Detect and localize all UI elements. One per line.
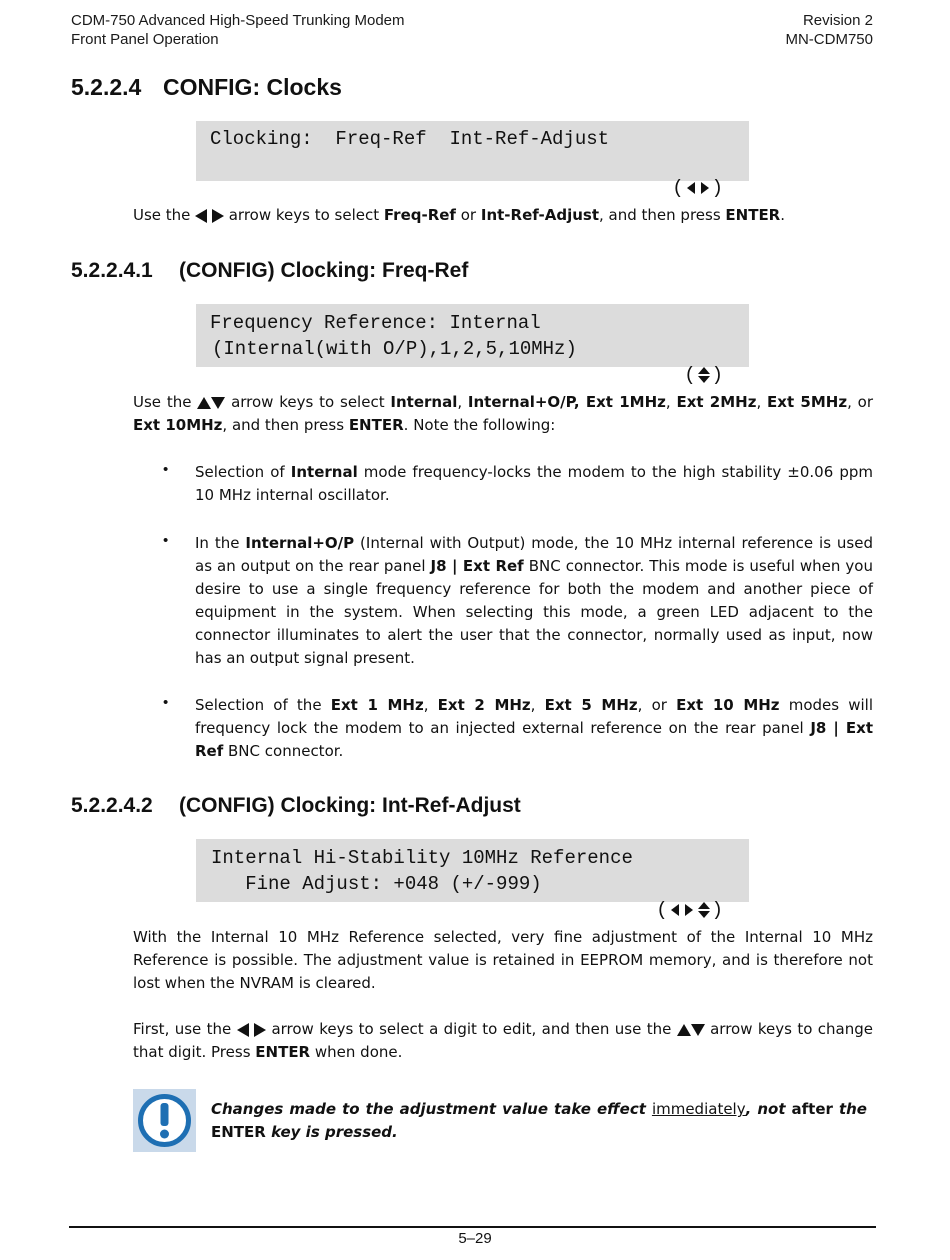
keyword: Ext 2 MHz — [437, 696, 531, 714]
text-run: arrow keys to select — [225, 393, 391, 411]
display-line-1: Frequency Reference: Internal — [210, 312, 541, 334]
bullet-marker: • — [163, 532, 169, 549]
bullet-internal-op — [195, 532, 873, 670]
text-run: BNC connector. This mode is useful when you desire to use a single frequency reference for both the modem and another piece of equipment in the system. When selecting this mode, a green LED adjacent to the connector illuminates to alert the user that the connector, normally used as input, now has an output signal present. — [195, 557, 873, 667]
text-run: modes will frequency lock the modem to an injected external reference on the rear panel — [195, 696, 874, 737]
text-run: , — [756, 393, 768, 411]
front-panel-display-int-ref-adjust — [196, 839, 749, 921]
section-title: (CONFIG) Clocking: Int-Ref-Adjust — [179, 794, 521, 817]
keyword: Ext 1 MHz — [330, 696, 424, 714]
section-heading-int-ref-adjust — [71, 794, 521, 818]
up-down-arrow-icon — [698, 367, 710, 383]
keyword-enter: ENTER — [255, 1043, 311, 1061]
bullet-internal — [195, 461, 873, 507]
section-heading-freq-ref — [71, 259, 468, 283]
section-title: CONFIG: Clocks — [163, 74, 342, 100]
text-run: the — [832, 1100, 867, 1118]
text-run: , — [457, 393, 468, 411]
keyword-int-ref-adjust: Int-Ref-Adjust — [480, 206, 599, 224]
left-arrow-icon — [237, 1023, 249, 1037]
left-arrow-icon — [687, 182, 695, 194]
text-run: , — [423, 696, 438, 714]
keyword: J8 | Ext Ref — [195, 719, 873, 760]
text-run: when done. — [310, 1043, 403, 1061]
keyword: J8 | Ext Ref — [430, 557, 524, 575]
doc-revision: Revision 2 — [802, 12, 873, 29]
text-run: , and then press — [599, 206, 726, 224]
paragraph-freq-ref-usage — [133, 391, 873, 437]
section-number: 5.2.2.4.1 — [71, 259, 153, 282]
text-run: . — [780, 206, 786, 224]
paragraph-fine-adjust: With the Internal 10 MHz Reference selected, very fine adjustment of the Internal 10 MHz Reference is possible. The adjustment value is retained in EEPROM memory, and is therefore not lost when the NVRAM is cleared. — [133, 928, 873, 992]
section-title: (CONFIG) Clocking: Freq-Ref — [179, 259, 469, 282]
keyword-enter: ENTER — [211, 1123, 266, 1141]
display-line-1: Clocking: Freq-Ref Int-Ref-Adjust — [210, 128, 610, 150]
text-run: arrow keys to change that digit. Press — [133, 1020, 873, 1061]
keyword: Ext 5MHz — [767, 393, 848, 411]
text-run: Selection of the — [195, 696, 331, 714]
doc-subtitle: Front Panel Operation — [71, 31, 219, 48]
keyword: Ext 5 MHz — [544, 696, 638, 714]
important-notice-icon — [133, 1089, 196, 1152]
left-arrow-icon — [671, 904, 679, 916]
front-panel-display-freq-ref — [196, 304, 749, 386]
right-arrow-icon — [701, 182, 709, 194]
footer-rule — [69, 1226, 876, 1228]
text-run: Selection of — [195, 463, 291, 481]
right-arrow-icon — [212, 209, 224, 223]
keyword: Internal+O/P — [245, 534, 355, 552]
keyword-enter: ENTER — [725, 206, 781, 224]
down-arrow-icon — [211, 397, 225, 409]
display-line-1: Internal Hi-Stability 10MHz Reference — [211, 847, 633, 869]
keyword-enter: ENTER — [348, 416, 404, 434]
keyword: Ext 10MHz — [133, 416, 223, 434]
display-line-2: Fine Adjust: +048 (+/-999) — [211, 873, 542, 895]
display-line-2: (Internal(with O/P),1,2,5,10MHz) — [212, 338, 577, 360]
text-run: arrow keys to select a digit to edit, and then use the — [266, 1020, 677, 1038]
doc-title: CDM-750 Advanced High-Speed Trunking Modem — [71, 12, 405, 29]
note-immediate-effect — [211, 1098, 867, 1144]
paren-close: ) — [711, 364, 723, 386]
text-run: (Internal with Output) mode, the 10 MHz internal reference is used as an output on the rear panel — [195, 534, 873, 575]
text-run: , — [530, 696, 545, 714]
text-run: key is pressed. — [265, 1123, 398, 1141]
paren-open: ( — [672, 177, 684, 199]
paren-close: ) — [711, 177, 723, 199]
text-run: Use the — [133, 393, 198, 411]
bullet-marker: • — [163, 461, 169, 478]
text-run: . Note the following: — [403, 416, 556, 434]
text-run: , or — [847, 393, 873, 411]
bullet-marker: • — [163, 694, 169, 711]
text-run: , not — [745, 1100, 792, 1118]
keyword: Internal+O/P, Ext 1MHz — [467, 393, 666, 411]
text-run: after — [791, 1100, 833, 1118]
text-run: In the — [195, 534, 246, 552]
up-arrow-icon — [677, 1024, 691, 1036]
text-run: Changes made to the adjustment value take effect — [211, 1100, 652, 1118]
right-arrow-icon — [685, 904, 693, 916]
text-run: Use the — [133, 206, 196, 224]
paren-close: ) — [711, 899, 723, 921]
keyword: Internal — [390, 393, 458, 411]
paren-open: ( — [684, 364, 696, 386]
section-heading-clocks — [71, 74, 342, 101]
down-arrow-icon — [691, 1024, 705, 1036]
text-run: mode frequency-locks the modem to the high stability ±0.06 ppm 10 MHz internal oscillator. — [195, 463, 874, 504]
front-panel-display-clocking — [196, 121, 749, 199]
keyword: Ext 10 MHz — [676, 696, 780, 714]
paragraph-clocks-usage — [133, 204, 873, 227]
page-number: 5–29 — [458, 1230, 492, 1247]
doc-number: MN-CDM750 — [785, 31, 873, 48]
paren-open: ( — [656, 899, 668, 921]
keyword: Internal — [290, 463, 358, 481]
emphasis-immediately: immediately — [651, 1100, 746, 1118]
text-run: BNC connector. — [223, 742, 344, 760]
keyword: Ext 2MHz — [676, 393, 757, 411]
text-run: or — [455, 206, 481, 224]
section-number: 5.2.2.4.2 — [71, 794, 153, 817]
text-run: arrow keys to select — [223, 206, 384, 224]
text-run: , or — [637, 696, 677, 714]
text-run: , — [665, 393, 677, 411]
keyword-freq-ref: Freq-Ref — [383, 206, 456, 224]
up-down-arrow-icon — [698, 902, 710, 918]
section-number: 5.2.2.4 — [71, 74, 142, 100]
bullet-external — [195, 694, 873, 763]
right-arrow-icon — [254, 1023, 266, 1037]
text-run: , and then press — [222, 416, 349, 434]
up-arrow-icon — [197, 397, 211, 409]
text-run: First, use the — [133, 1020, 237, 1038]
left-arrow-icon — [195, 209, 207, 223]
paragraph-digit-edit — [133, 1018, 873, 1064]
